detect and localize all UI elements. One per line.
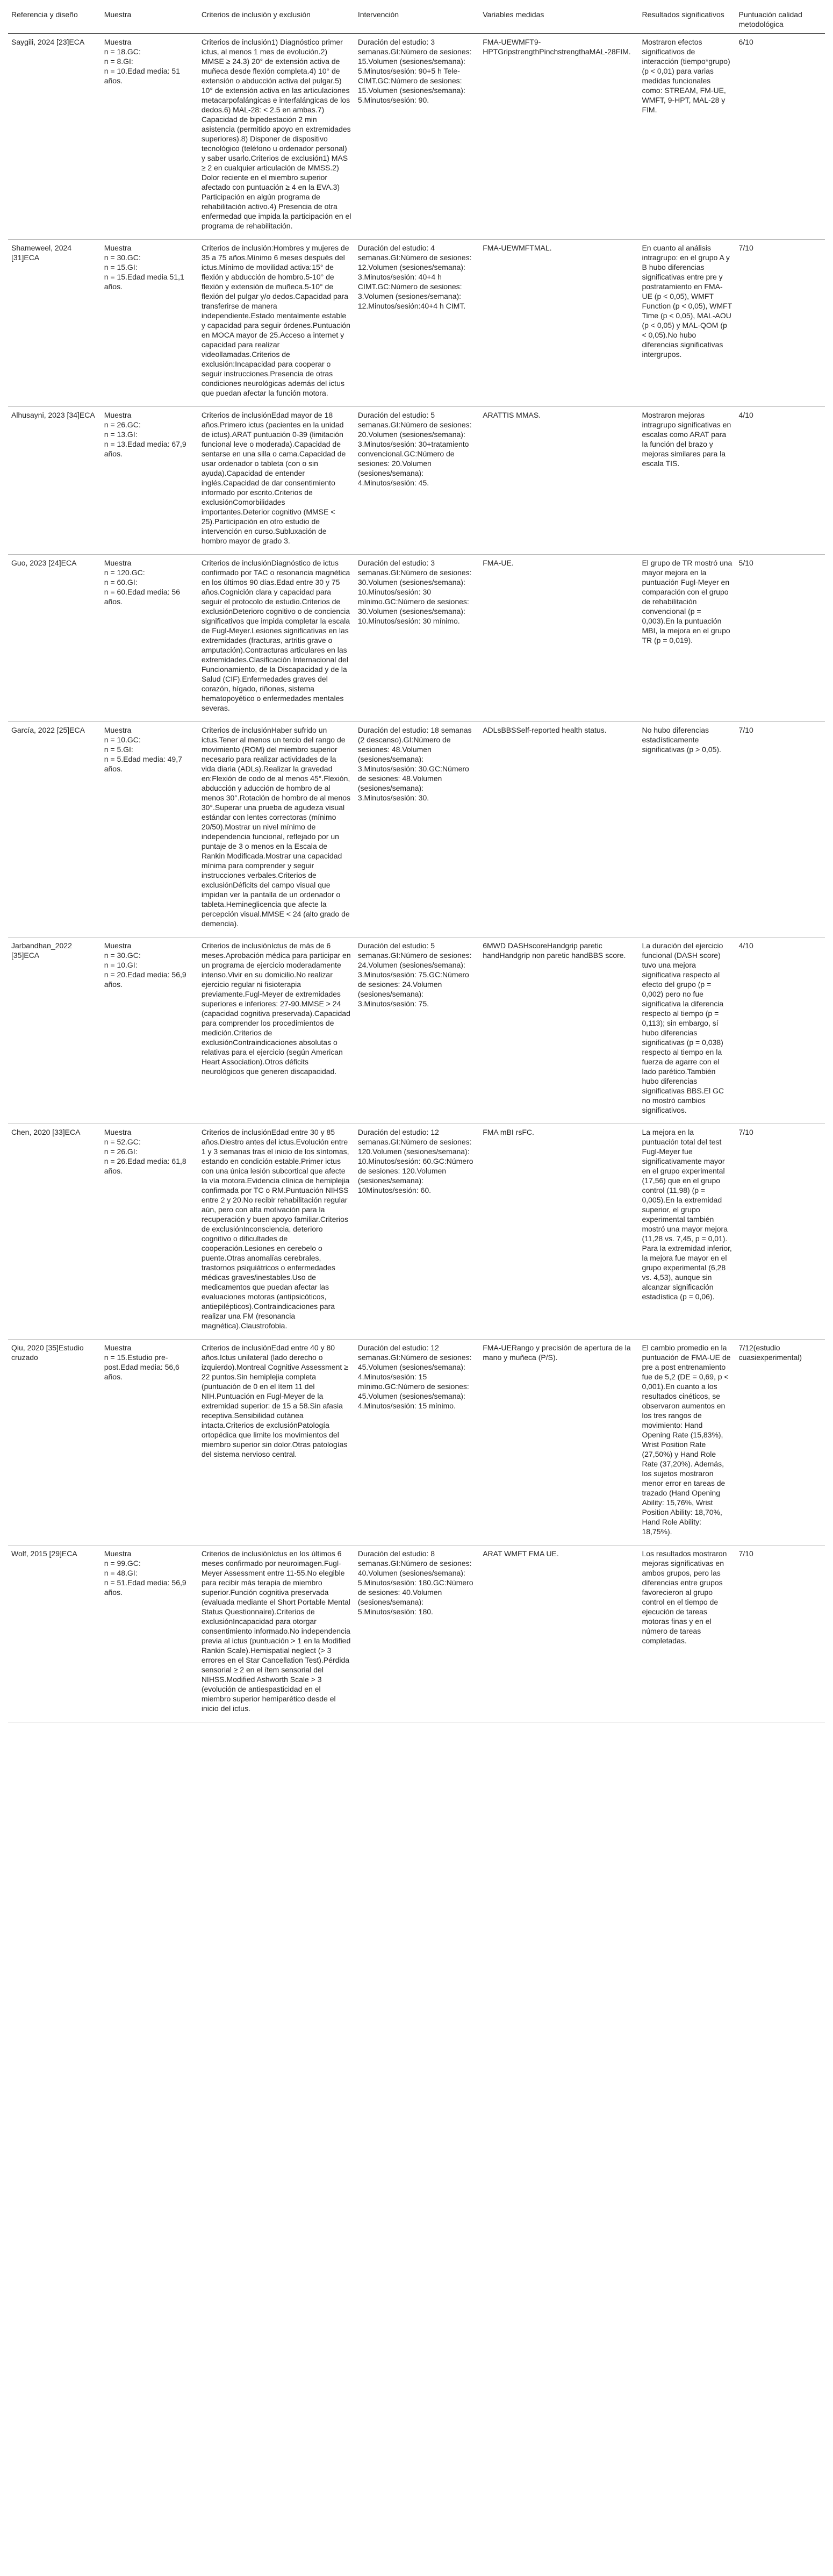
table-row [8, 240, 825, 407]
cell-reference: García, 2022 [25]ECA [8, 722, 101, 938]
cell-reference: Shameweel, 2024 [31]ECA [8, 240, 101, 407]
cell-variables: ARAT WMFT FMA UE. [479, 1545, 638, 1722]
cell-criteria: Criterios de inclusiónEdad entre 30 y 85 años.Diestro antes del ictus.Evolución entre 1 y 3 semanas tras el inicio de los síntomas, estando en condición estable.Primer ictus con una única lesión subcortical que afecte la vía motora.Evidencia clínica de hemiplejia confirmada por TC o RM.Puntuación NIHSS entre 2 y 20.No recibir rehabilitación regular aún, pero con alta motivación para la recuperación y buen apoyo familiar.Criterios de exclusiónInconsciencia, deterioro cognitivo o dificultades de cooperación.Lesiones en cerebelo o puente.Otras anomalías cerebrales, trastornos psiquiátricos o enfermedades médicas graves/inestables.Uso de medicamentos que puedan afectar las evaluaciones motoras (antipsicóticos, antiepilépticos).Contraindicaciones para realizar una FM (resonancia magnética).Claustrofobia. [198, 1124, 355, 1340]
cell-intervention: Duración del estudio: 5 semanas.GI:Número de sesiones: 24.Volumen (sesiones/semana): 3.Minutos/sesión: 75.GC:Número de sesiones: 24.Volumen (sesiones/semana): 3.Minutos/sesión: 75. [355, 938, 479, 1124]
cell-reference: Wolf, 2015 [29]ECA [8, 1545, 101, 1722]
cell-sample: Muestra n = 52.GC: n = 26.GI: n = 26.Edad media: 61,8 años. [101, 1124, 198, 1340]
cell-reference: Chen, 2020 [33]ECA [8, 1124, 101, 1340]
cell-sample: Muestra n = 30.GC: n = 15.GI: n = 15.Edad media 51,1 años. [101, 240, 198, 407]
cell-variables: FMA-UEWMFTMAL. [479, 240, 638, 407]
header-reference: Referencia y diseño [8, 8, 101, 34]
cell-intervention: Duración del estudio: 4 semanas.GI:Número de sesiones: 12.Volumen (sesiones/semana): 3.Minutos/sesión: 40+4 h CIMT.GC:Número de sesiones: 3.Volumen (sesiones/semana): 12.Minutos/sesión:40+4 h CIMT. [355, 240, 479, 407]
cell-reference: Saygili, 2024 [23]ECA [8, 34, 101, 240]
cell-results: La mejora en la puntuación total del test Fugl-Meyer fue significativamente mayor en el grupo experimental (17,56) que en el grupo control (11,98) (p = 0,005).En la extremidad superior, el grupo experimental también mostró una mayor mejora (11,28 vs. 7,45, p = 0,01). Para la extremidad inferior, la mejora fue mayor en el grupo experimental (6,28 vs. 4,53), aunque sin alcanzar significación estadística (p = 0,06). [638, 1124, 735, 1340]
cell-sample: Muestra n = 120.GC: n = 60.GI: n = 60.Edad media: 56 años. [101, 555, 198, 722]
header-results: Resultados significativos [638, 8, 735, 34]
cell-variables: ARATTIS MMAS. [479, 407, 638, 555]
table-row [8, 1545, 825, 1722]
cell-results: El cambio promedio en la puntuación de FMA-UE de pre a post entrenamiento fue de 5,2 (DE = 0,69, p < 0,001).En cuanto a los resultados cinéticos, se observaron aumentos en los tres rangos de movimiento: Hand Opening Rate (15,83%), Wrist Position Rate (27,50%) y Hand Role Rate (37,20%). Además, los sujetos mostraron menor error en tareas de trazado (Hand Opening Ability: 15,76%, Wrist Position Ability: 18,70%, Hand Role Ability: 18,75%). [638, 1340, 735, 1545]
cell-variables: FMA mBI rsFC. [479, 1124, 638, 1340]
cell-criteria: Criterios de inclusión:Hombres y mujeres de 35 a 75 años.Mínimo 6 meses después del ictus.Mínimo de movilidad activa:15° de flexión y abducción de hombro.5-10° de flexión y extensión de muñeca.5-10° de flexión del pulgar y/o dedos.Capacidad para transferirse de manera independiente.Estado mentalmente estable y capacidad para seguir órdenes.Puntuación en MOCA mayor de 25.Acceso a internet y capacidad para realizar videollamadas.Criterios de exclusión:Incapacidad para cooperar o seguir instrucciones.Presencia de otras condiciones neurológicas además del ictus que puedan afectar la función motora. [198, 240, 355, 407]
cell-sample: Muestra n = 18.GC: n = 8.GI: n = 10.Edad media: 51 años. [101, 34, 198, 240]
document-page [8, 0, 825, 1722]
cell-criteria: Criterios de inclusiónDiagnóstico de ictus confirmado por TAC o resonancia magnética en los últimos 90 días.Edad entre 30 y 75 años.Cognición clara y capacidad para seguir el protocolo de estudio.Criterios de exclusiónDeterioro cognitivo o de conciencia significativos que impida completar la escala de Fugl-Meyer.Lesiones significativas en las extremidades (fracturas, artritis grave o amputación).Contracturas articulares en las extremidades.Clasificación Internacional del Funcionamiento, de la Discapacidad y de la Salud (CIF).Enfermedades graves del corazón, hígado, riñones, sistema hematopoyético o enfermedades mentales severas. [198, 555, 355, 722]
table-row [8, 34, 825, 240]
cell-reference: Qiu, 2020 [35]Estudio cruzado [8, 1340, 101, 1545]
cell-sample: Muestra n = 10.GC: n = 5.GI: n = 5.Edad media: 49,7 años. [101, 722, 198, 938]
header-score: Puntuación calidad metodológica [736, 8, 825, 34]
cell-score: 5/10 [736, 555, 825, 722]
cell-reference: Guo, 2023 [24]ECA [8, 555, 101, 722]
table-row [8, 407, 825, 555]
header-variables: Variables medidas [479, 8, 638, 34]
cell-results: No hubo diferencias estadísticamente significativas (p > 0,05). [638, 722, 735, 938]
table-row [8, 555, 825, 722]
cell-variables: ADLsBBSSelf-reported health status. [479, 722, 638, 938]
table-row [8, 722, 825, 938]
cell-score: 7/10 [736, 1545, 825, 1722]
cell-criteria: Criterios de inclusiónHaber sufrido un ictus.Tener al menos un tercio del rango de movimiento (ROM) del miembro superior necesario para realizar actividades de la vida diaria (ADLs).Realizar la gravedad en:Flexión de codo de al menos 45°.Flexión, abducción y aducción de hombro de al menos 30°.Rotación de hombro de al menos 30°.Superar una prueba de agudeza visual estándar con lentes correctoras (mínimo 20/50).Mostrar un nivel mínimo de independencia funcional, reflejado por un puntaje de 3 o menos en la Escala de Rankin Modificada.Mostrar una capacidad mínima para comprender y seguir instrucciones verbales.Criterios de exclusiónDéficits del campo visual que impidan ver la pantalla de un ordenador o tableta.Hemineglicencia que afecte la percepción visual.MMSE < 24 (alto grado de demencia). [198, 722, 355, 938]
cell-sample: Muestra n = 99.GC: n = 48.GI: n = 51.Edad media: 56,9 años. [101, 1545, 198, 1722]
header-intervention: Intervención [355, 8, 479, 34]
cell-criteria: Criterios de inclusiónEdad entre 40 y 80 años.Ictus unilateral (lado derecho o izquierdo).Montreal Cognitive Assessment ≥ 22 puntos.Sin hemiplejia completa (puntuación de 0 en el ítem 11 del NIH.Puntuación en Fugl-Meyer de la extremidad superior: de 15 a 58.Sin afasia receptiva.Sensibilidad cutánea intacta.Criterios de exclusiónPatología ortopédica que limite los movimientos del miembro superior sin dolor.Otras patologías del sistema nervioso central. [198, 1340, 355, 1545]
cell-results: La duración del ejercicio funcional (DASH score) tuvo una mejora significativa respecto al efecto del grupo (p = 0,002) pero no fue significativa la diferencia respecto al tiempo (p = 0,113); sin embargo, sí hubo diferencias significativas (p = 0,038) respecto al tiempo en la fuerza de agarre con el lado parético.También hubo diferencias significativas BBS.El GC no mostró cambios significativos. [638, 938, 735, 1124]
header-sample: Muestra [101, 8, 198, 34]
cell-variables: FMA-UEWMFT9-HPTGripstrengthPinchstrengthaMAL-28FIM. [479, 34, 638, 240]
cell-intervention: Duración del estudio: 3 semanas.GI:Número de sesiones: 30.Volumen (sesiones/semana): 10.Minutos/sesión: 30 mínimo.GC:Número de sesiones: 30.Volumen (sesiones/semana): 10.Minutos/sesión: 30 mínimo. [355, 555, 479, 722]
cell-sample: Muestra n = 26.GC: n = 13.GI: n = 13.Edad media: 67,9 años. [101, 407, 198, 555]
cell-intervention: Duración del estudio: 12 semanas.GI:Número de sesiones: 45.Volumen (sesiones/semana): 4.Minutos/sesión: 15 mínimo.GC:Número de sesiones: 45.Volumen (sesiones/semana): 4.Minutos/sesión: 15 mínimo. [355, 1340, 479, 1545]
cell-intervention: Duración del estudio: 8 semanas.GI:Número de sesiones: 40.Volumen (sesiones/semana): 5.Minutos/sesión: 180.GC:Número de sesiones: 40.Volumen (sesiones/semana): 5.Minutos/sesión: 180. [355, 1545, 479, 1722]
cell-criteria: Criterios de inclusiónEdad mayor de 18 años.Primero ictus (pacientes en la unidad de ictus).ARAT puntuación 0-39 (limitación funcional leve o moderada).Capacidad de sentarse en una silla o cama.Capacidad de usar ordenador o tableta (con o sin ayuda).Capacidad de entender inglés.Capacidad de dar consentimiento informado por escrito.Criterios de exclusiónComorbilidades importantes.Deterior cognitivo (MMSE < 25).Participación en otro estudio de intervención en curso.Subluxación de hombro mayor de grado 3. [198, 407, 355, 555]
cell-results: En cuanto al análisis intragrupo: en el grupo A y B hubo diferencias significativas entre pre y postratamiento en FMA-UE (p < 0,05), WMFT Function (p < 0,05), WMFT Time (p < 0,05), MAL-AOU (p < 0,05) y MAL-QOM (p < 0,05).No hubo diferencias significativas intergrupos. [638, 240, 735, 407]
table-header-row [8, 8, 825, 34]
cell-results: Los resultados mostraron mejoras significativas en ambos grupos, pero las diferencias entre grupos favorecieron al grupo control en el tiempo de ejecución de tareas motoras finas y en el número de tareas completadas. [638, 1545, 735, 1722]
cell-criteria: Criterios de inclusiónIctus en los últimos 6 meses confirmado por neuroimagen.Fugl-Meyer Assessment entre 11-55.No elegible para recibir más terapia de miembro superior.Función cognitiva preservada (evaluada mediante el Short Portable Mental Status Questionnaire).Criterios de exclusiónIncapacidad para otorgar consentimiento informado.No independencia previa al ictus (puntuación > 1 en la Modified Rankin Scale).Hemispatial neglect (> 3 errores en el Star Cancellation Test).Pérdida sensorial ≥ 2 en el ítem sensorial del NIHSS.Modified Ashworth Scale > 3 (evolución de antiespasticidad en el miembro superior hemiparético desde el inicio del ictus. [198, 1545, 355, 1722]
cell-variables: FMA-UERango y precisión de apertura de la mano y muñeca (P/S). [479, 1340, 638, 1545]
cell-score: 6/10 [736, 34, 825, 240]
cell-results: El grupo de TR mostró una mayor mejora en la puntuación Fugl-Meyer en comparación con el grupo de rehabilitación convencional (p = 0,003).En la puntuación MBI, la mejora en el grupo TR (p = 0,019). [638, 555, 735, 722]
header-criteria: Criterios de inclusión y exclusión [198, 8, 355, 34]
cell-score: 7/10 [736, 1124, 825, 1340]
cell-score: 7/10 [736, 240, 825, 407]
cell-sample: Muestra n = 15.Estudio pre-post.Edad media: 56,6 años. [101, 1340, 198, 1545]
table-row [8, 938, 825, 1124]
cell-criteria: Criterios de inclusiónIctus de más de 6 meses.Aprobación médica para participar en un programa de ejercicio moderadamente intenso.Vivir en su domicilio.No realizar ejercicio regular ni fisioterapia previamente.Fugl-Meyer de extremidades superiores e inferiores: 27-90.MMSE > 24 (capacidad cognitiva preservada).Capacidad para comprender los procedimientos de medición.Criterios de exclusiónContraindicaciones absolutas o relativas para el ejercicio (según American Heart Association).Otros déficits neurológicos que generen discapacidad. [198, 938, 355, 1124]
cell-score: 7/10 [736, 722, 825, 938]
cell-reference: Jarbandhan_2022 [35]ECA [8, 938, 101, 1124]
cell-reference: Alhusayni, 2023 [34]ECA [8, 407, 101, 555]
cell-score: 4/10 [736, 938, 825, 1124]
results-table [8, 8, 825, 1722]
cell-score: 7/12(estudio cuasiexperimental) [736, 1340, 825, 1545]
cell-intervention: Duración del estudio: 5 semanas.GI:Número de sesiones: 20.Volumen (sesiones/semana): 3.Minutos/sesión: 30+tratamiento convencional.GC:Número de sesiones: 20.Volumen (sesiones/semana): 4.Minutos/sesión: 45. [355, 407, 479, 555]
cell-criteria: Criterios de inclusión1) Diagnóstico primer ictus, al menos 1 mes de evolución.2) MMSE ≥ 24.3) 20° de extensión activa de muñeca desde flexión completa.4) 10° de extensión o abducción activa del pulgar.5) 10° de extensión activa en las articulaciones metacarpofalángicas e interfalángicas de los dedos.6) MAL-28: < 2.5 en ambas.7) Capacidad de bipedestación 2 min asistencia (permitido apoyo en extremidades superiores).8) Disponer de dispositivo tecnológico (teléfono u ordenador personal) y saber usarlo.Criterios de exclusión1) MAS ≥ 2 en cualquier articulación de MMSS.2) Dolor reciente en el miembro superior afectado con puntuación ≥ 4 en la EVA.3) Participación en algún programa de rehabilitación activo.4) Presencia de otra enfermedad que impida la participación en el programa de rehabilitación. [198, 34, 355, 240]
cell-sample: Muestra n = 30.GC: n = 10.GI: n = 20.Edad media: 56,9 años. [101, 938, 198, 1124]
cell-variables: 6MWD DASHscoreHandgrip paretic handHandgrip non paretic handBBS score. [479, 938, 638, 1124]
table-row [8, 1340, 825, 1545]
cell-intervention: Duración del estudio: 3 semanas.GI:Número de sesiones: 15.Volumen (sesiones/semana): 5.Minutos/sesión: 90+5 h Tele-CIMT.GC:Número de sesiones: 15.Volumen (sesiones/semana): 5.Minutos/sesión: 90. [355, 34, 479, 240]
cell-variables: FMA-UE. [479, 555, 638, 722]
cell-results: Mostraron mejoras intragrupo significativas en escalas como ARAT para la función del brazo y mejoras similares para la escala TIS. [638, 407, 735, 555]
cell-intervention: Duración del estudio: 12 semanas.GI:Número de sesiones: 120.Volumen (sesiones/semana): 10.Minutos/sesión: 60.GC:Número de sesiones: 120.Volumen (sesiones/semana): 10Minutos/sesión: 60. [355, 1124, 479, 1340]
table-row [8, 1124, 825, 1340]
cell-results: Mostraron efectos significativos de interacción (tiempo*grupo) (p < 0,01) para varias medidas funcionales como: STREAM, FM-UE, WMFT, 9-HPT, MAL-28 y FIM. [638, 34, 735, 240]
cell-score: 4/10 [736, 407, 825, 555]
cell-intervention: Duración del estudio: 18 semanas (2 descanso).GI:Número de sesiones: 48.Volumen (sesiones/semana): 3.Minutos/sesión: 30.GC:Número de sesiones: 48.Volumen (sesiones/semana): 3.Minutos/sesión: 30. [355, 722, 479, 938]
